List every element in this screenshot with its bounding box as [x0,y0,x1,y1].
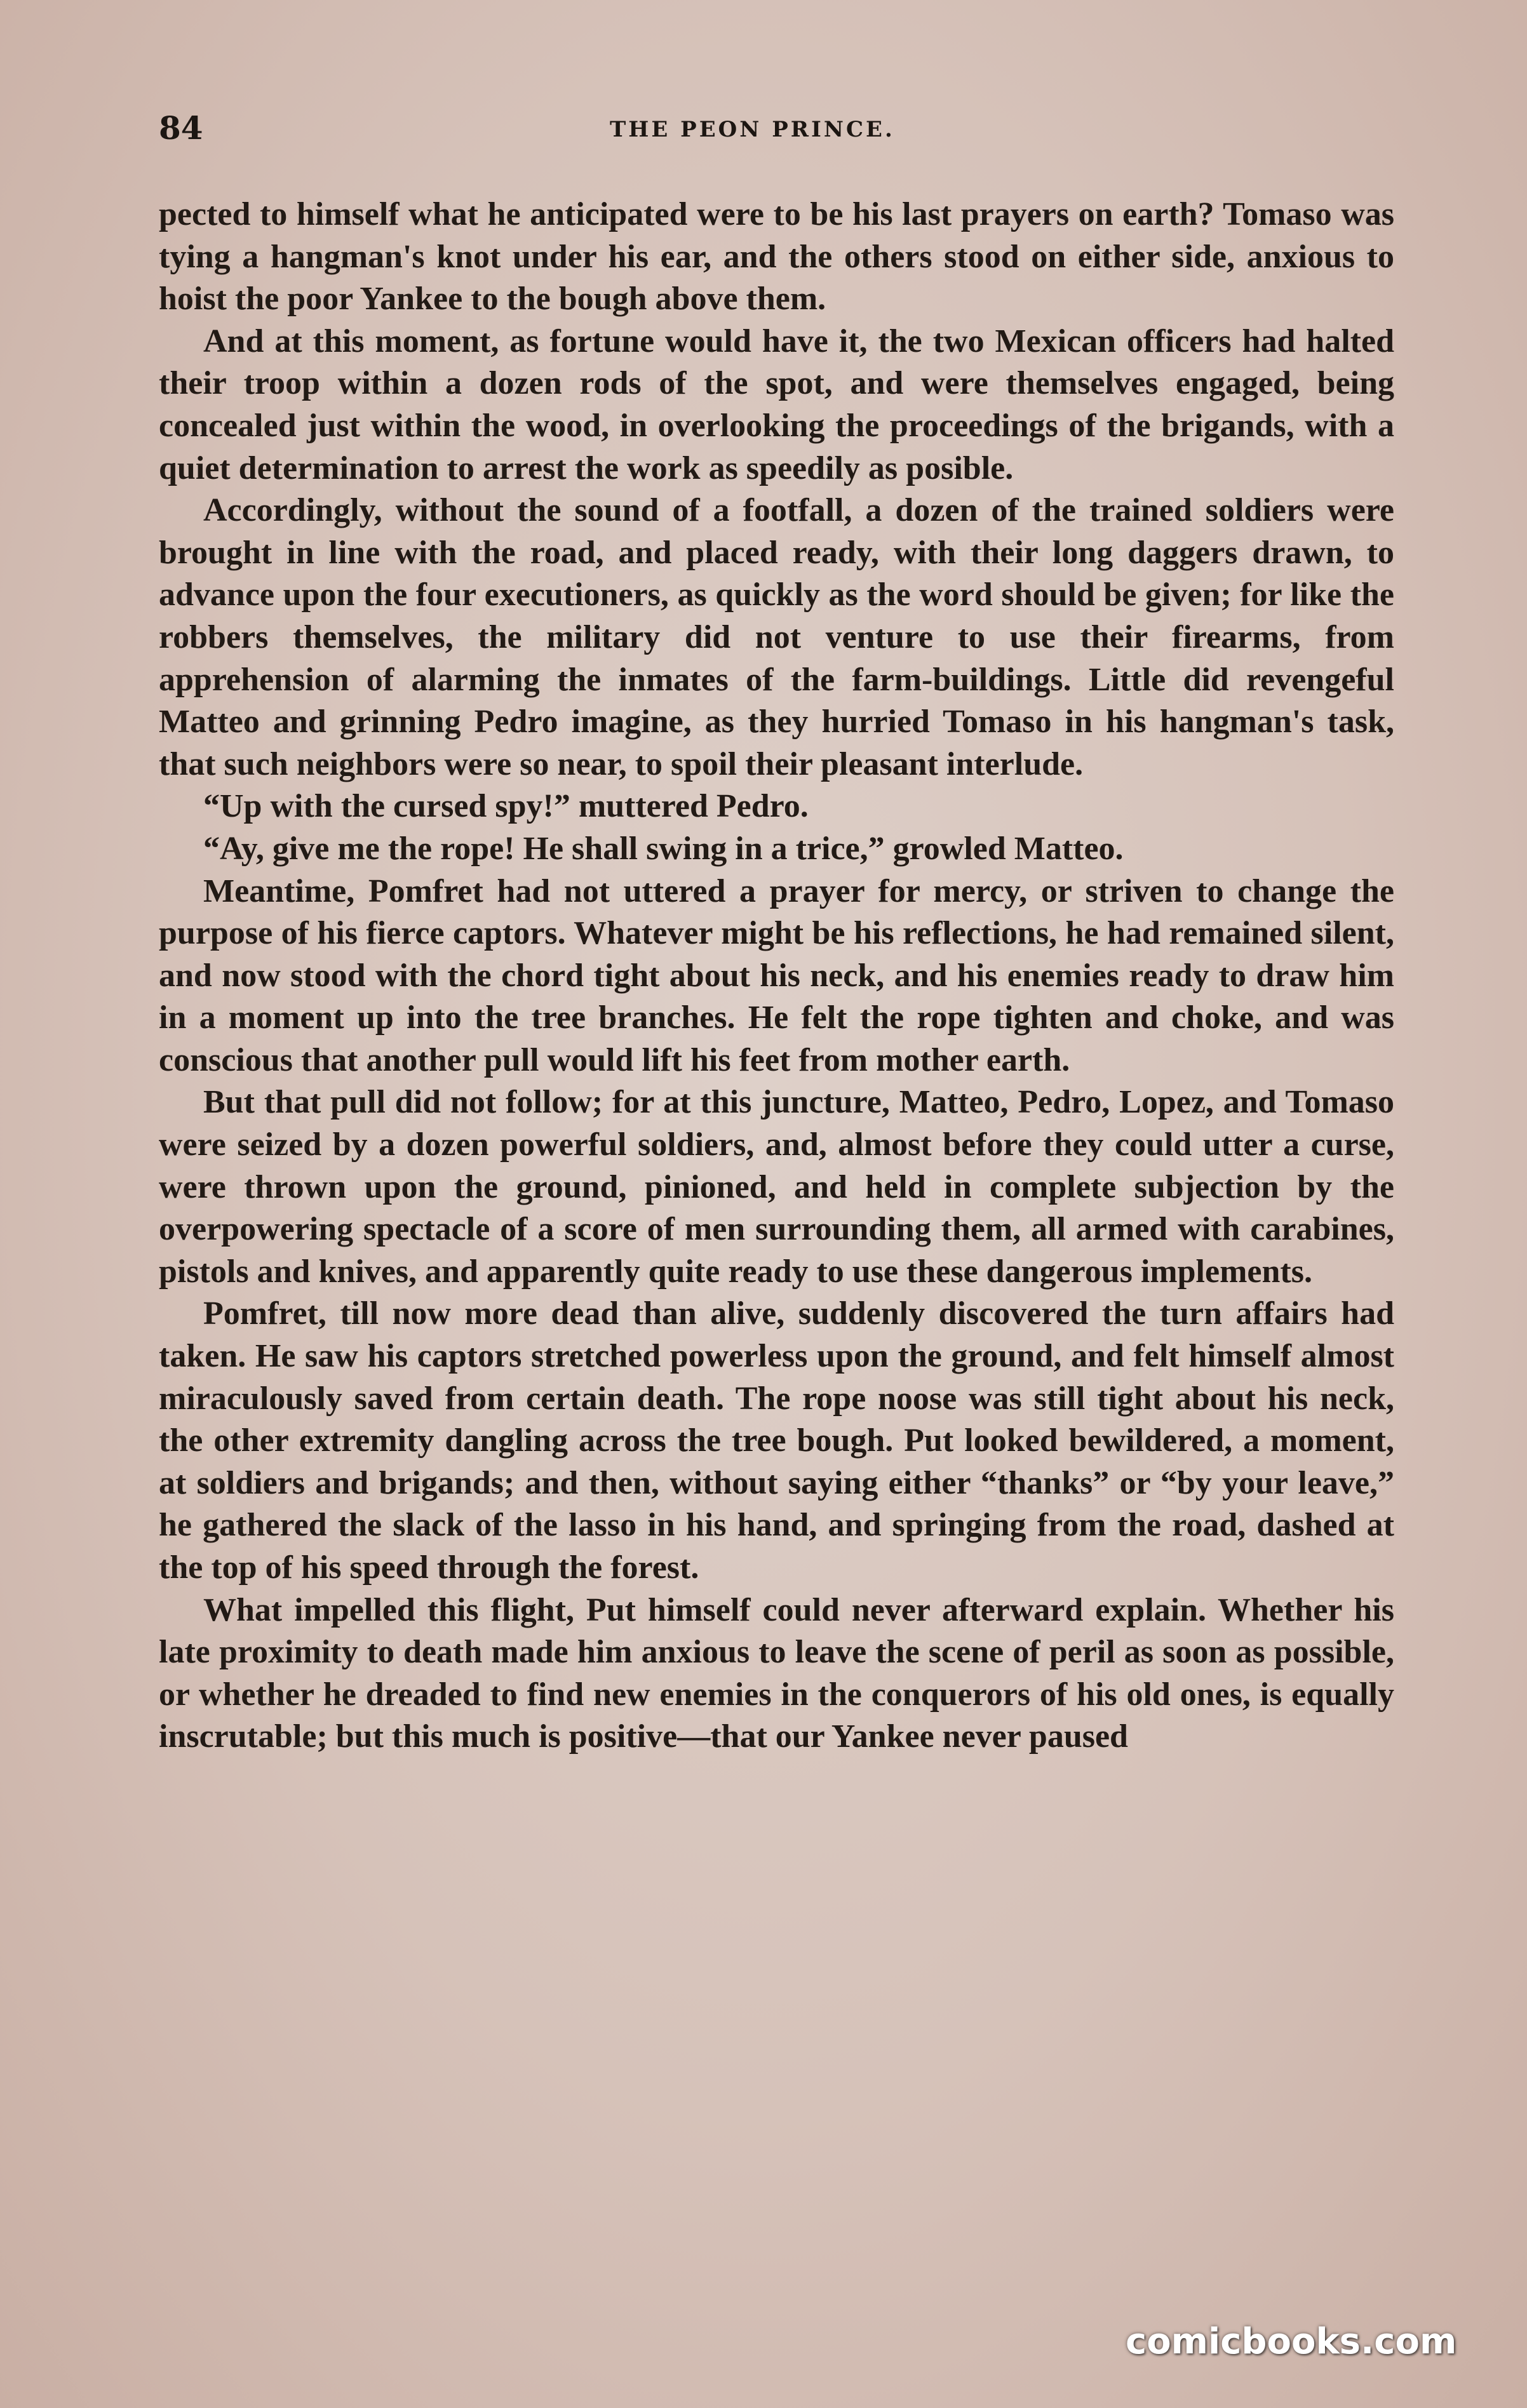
paragraph: pected to himself what he anticipated were to be his last prayers on earth? Tomaso was tying a hangman's knot under his ear, and the others stood on either side, anxious to hoist the poor Yankee to the bough above them. [159,196,1394,318]
page-number: 84 [159,109,203,147]
paragraph: Accordingly, without the sound of a footfall, a dozen of the trained soldiers were brought in line with the road, and placed ready, with their long daggers drawn, to advance upon the four executioners, as quickly as the word should be given; for like the robbers themselves, the military did not venture to use their firearms, from apprehension of alarming the inmates of the farm-buildings. Little did revengeful Matteo and grinning Pedro imagine, as they hurried Tomaso in his hangman's task, that such neighbors were so near, to spoil their pleasant interlude. [159,492,1394,782]
watermark: comicbooks.com [1126,2321,1457,2362]
paragraph: “Up with the cursed spy!” muttered Pedro. [203,788,809,825]
paragraph: But that pull did not follow; for at this juncture, Matteo, Pedro, Lopez, and Tomaso were seized by a dozen powerful soldiers, and, almost before they could utter a curse, were thrown upon the ground, pinioned, and held in complete subjection by the overpowering spectacle of a score of men surrounding them, all armed with carabines, pistols and knives, and apparently quite ready to use these dangerous implements. [159,1084,1394,1290]
paragraph: Meantime, Pomfret had not uttered a prayer for mercy, or striven to change the purpose of his fierce captors. Whatever might be his reflections, he had remained silent, and now stood with the chord tight about his neck, and his enemies ready to draw him in a moment up into the tree branches. He felt the rope tighten and choke, and was conscious that another pull would lift his feet from mother earth. [159,873,1394,1078]
running-head: THE PEON PRINCE. [610,117,895,142]
body-text [159,194,1394,1758]
paragraph: And at this moment, as fortune would have it, the two Mexican officers had halted their troop within a dozen rods of the spot, and were themselves engaged, being concealed just within the wood, in overlooking the proceedings of the brigands, with a quiet determination to arrest the work as speedily as posible. [159,323,1394,486]
paragraph: “Ay, give me the rope! He shall swing in a trice,” growled Matteo. [203,830,1124,867]
paragraph: What impelled this flight, Put himself could never afterward explain. Whether his late proximity to death made him anxious to leave the scene of peril as soon as possible, or whether he dreaded to find new enemies in the conquerors of his old ones, is equally inscrutable; but this much is positive—that our Yankee never paused [159,1591,1394,1755]
paragraph: Pomfret, till now more dead than alive, suddenly discovered the turn affairs had taken. He saw his captors stretched powerless upon the ground, and felt himself almost miraculously saved from certain death. The rope noose was still tight about his neck, the other extremity dangling across the tree bough. Put looked bewildered, a moment, at soldiers and brigands; and then, without saying either “thanks” or “by your leave,” he gathered the slack of the lasso in his hand, and springing from the road, dashed at the top of his speed through the forest. [159,1295,1394,1586]
page-header [159,109,1394,154]
